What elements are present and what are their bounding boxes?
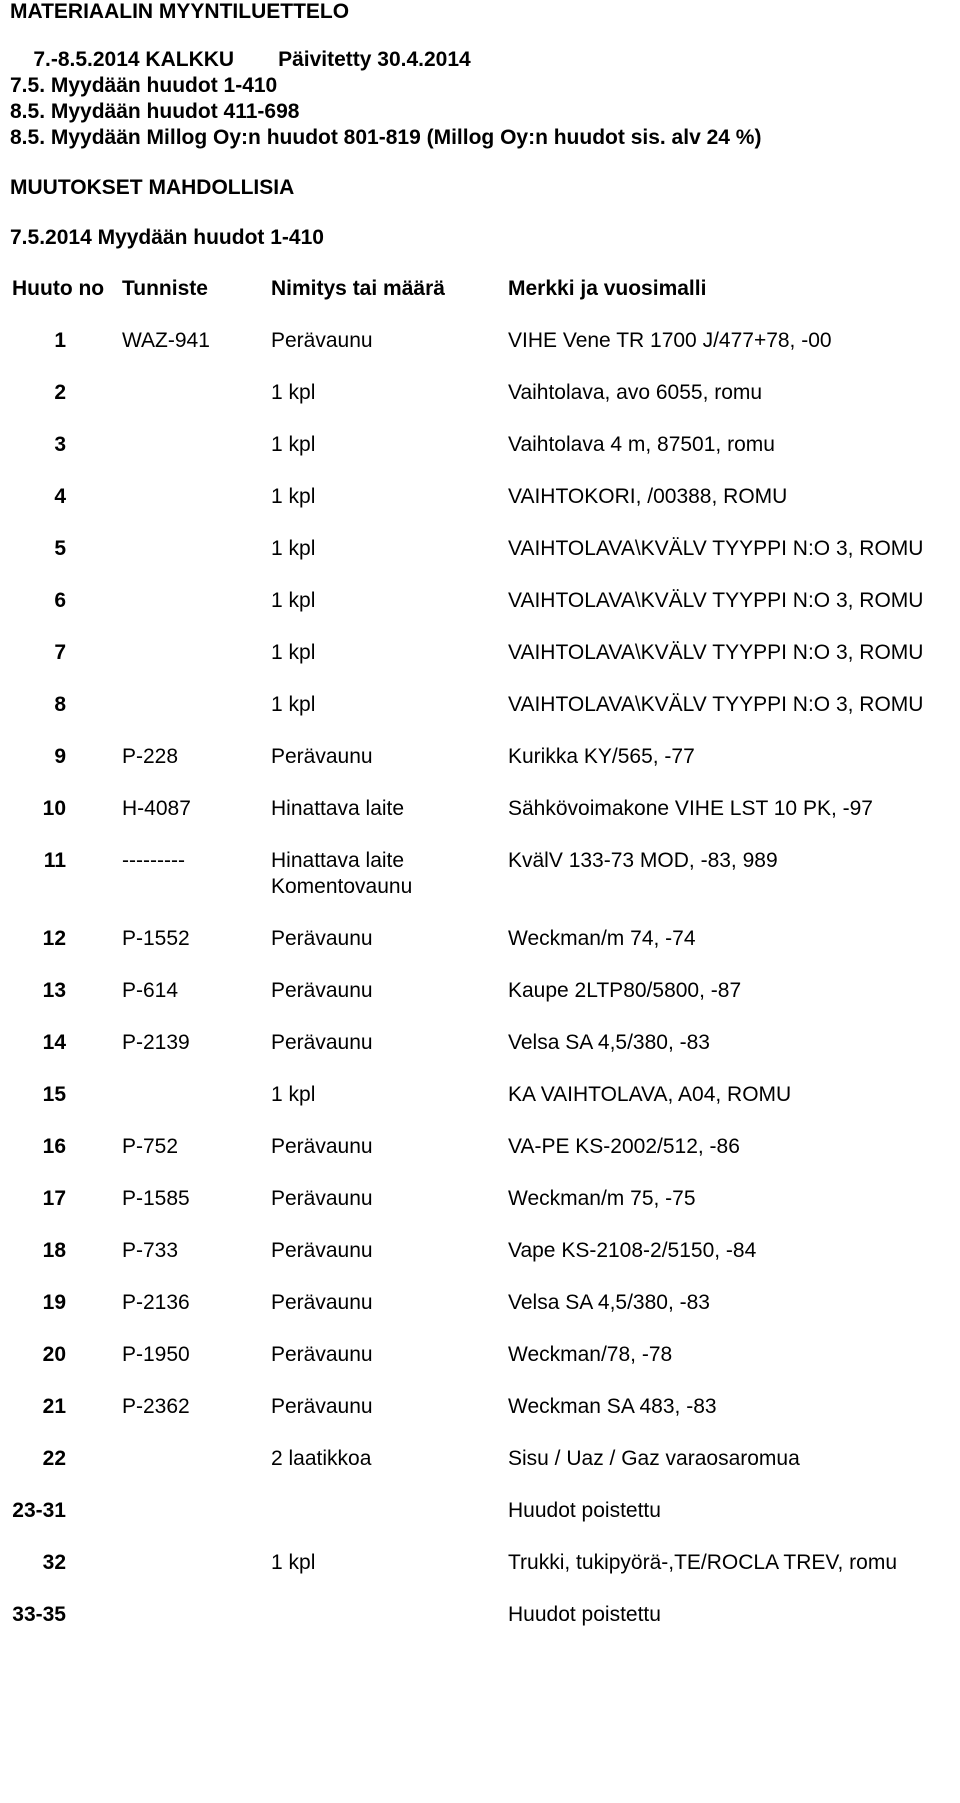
row-brand-model: Weckman SA 483, -83 [508,1395,717,1418]
row-brand-model: VA-PE KS-2002/512, -86 [508,1135,740,1158]
row-brand-model: VAIHTOKORI, /00388, ROMU [508,485,788,508]
row-number: 4 [54,485,66,508]
row-tag: P-2362 [122,1395,190,1418]
event-dates: 7.-8.5.2014 KALKKU [33,48,235,71]
row-number: 15 [42,1083,66,1106]
row-brand-model: VAIHTOLAVA\KVÄLV TYYPPI N:O 3, ROMU [508,641,924,664]
row-brand-model: Velsa SA 4,5/380, -83 [508,1031,710,1054]
row-number: 23-31 [12,1499,66,1522]
row-tag: P-733 [122,1239,179,1262]
row-item-name: Perävaunu [271,1239,373,1262]
row-brand-model: VAIHTOLAVA\KVÄLV TYYPPI N:O 3, ROMU [508,537,924,560]
row-number: 17 [42,1187,66,1210]
row-item-name: Perävaunu [271,927,373,950]
row-tag: H-4087 [122,797,191,820]
row-number: 5 [54,537,66,560]
row-number: 13 [42,979,66,1002]
row-brand-model: Weckman/78, -78 [508,1343,673,1366]
row-brand-model: VAIHTOLAVA\KVÄLV TYYPPI N:O 3, ROMU [508,589,924,612]
row-brand-model: Vaihtolava, avo 6055, romu [508,381,763,404]
row-item-name: 1 kpl [271,433,316,456]
row-item-name: Perävaunu [271,1343,373,1366]
row-item-name: Perävaunu [271,745,373,768]
schedule-line: 8.5. Myydään Millog Oy:n huudot 801-819 (Millog Oy:n huudot sis. alv 24 %) [10,126,762,149]
row-number: 12 [42,927,66,950]
row-item-name: Perävaunu [271,1395,373,1418]
row-number: 10 [42,797,66,820]
row-tag: P-228 [122,745,179,768]
row-brand-model: Vaihtolava 4 m, 87501, romu [508,433,775,456]
row-number: 21 [42,1395,66,1418]
row-number: 16 [42,1135,66,1158]
row-number: 33-35 [12,1603,66,1626]
row-tag: P-614 [122,979,179,1002]
row-tag: P-1585 [122,1187,190,1210]
row-item-name: 1 kpl [271,1083,316,1106]
row-item-name: 1 kpl [271,381,316,404]
row-item-name: Perävaunu [271,1291,373,1314]
column-header-tag: Tunniste [122,277,208,300]
changes-notice: MUUTOKSET MAHDOLLISIA [10,176,295,199]
column-header-brand: Merkki ja vuosimalli [508,277,707,300]
document-title: MATERIAALIN MYYNTILUETTELO [10,0,350,23]
schedule-line: 8.5. Myydään huudot 411-698 [10,100,300,123]
row-tag: P-1950 [122,1343,190,1366]
row-brand-model: Velsa SA 4,5/380, -83 [508,1291,710,1314]
row-item-name: Perävaunu [271,329,373,352]
row-brand-model: Huudot poistettu [508,1499,661,1522]
row-tag: P-752 [122,1135,179,1158]
row-tag: P-2136 [122,1291,190,1314]
row-brand-model: Sähkövoimakone VIHE LST 10 PK, -97 [508,797,873,820]
row-item-name: Hinattava laite Komentovaunu [271,849,413,898]
row-number: 14 [42,1031,66,1054]
row-tag: WAZ-941 [122,329,210,352]
updated-date: Päivitetty 30.4.2014 [278,48,471,71]
row-tag: P-1552 [122,927,190,950]
row-brand-model: Huudot poistettu [508,1603,661,1626]
row-brand-model: VAIHTOLAVA\KVÄLV TYYPPI N:O 3, ROMU [508,693,924,716]
row-number: 9 [54,745,66,768]
row-number: 1 [54,329,66,352]
row-item-name: 1 kpl [271,589,316,612]
row-number: 2 [54,381,66,404]
row-brand-model: Kaupe 2LTP80/5800, -87 [508,979,742,1002]
row-number: 20 [42,1343,66,1366]
row-number: 22 [42,1447,66,1470]
column-header-number: Huuto no [12,277,105,300]
row-brand-model: Weckman/m 74, -74 [508,927,696,950]
row-brand-model: Weckman/m 75, -75 [508,1187,696,1210]
row-item-name: 1 kpl [271,641,316,664]
row-number: 6 [54,589,66,612]
row-item-name: Perävaunu [271,1135,373,1158]
schedule-line: 7.5. Myydään huudot 1-410 [10,74,278,97]
row-item-name: 1 kpl [271,537,316,560]
column-header-name: Nimitys tai määrä [271,277,445,300]
row-brand-model: Trukki, tukipyörä-,TE/ROCLA TREV, romu [508,1551,898,1574]
row-item-name: 1 kpl [271,1551,316,1574]
row-item-name: 1 kpl [271,485,316,508]
row-item-name: Perävaunu [271,1187,373,1210]
row-number: 19 [42,1291,66,1314]
row-item-name: Perävaunu [271,979,373,1002]
row-number: 32 [42,1551,66,1574]
row-brand-model: KvälV 133-73 MOD, -83, 989 [508,849,778,872]
row-brand-model: Vape KS-2108-2/5150, -84 [508,1239,757,1262]
row-brand-model: Kurikka KY/565, -77 [508,745,695,768]
row-item-name: 1 kpl [271,693,316,716]
row-tag: --------- [122,849,185,872]
row-item-name: Perävaunu [271,1031,373,1054]
section-title: 7.5.2014 Myydään huudot 1-410 [10,226,324,249]
row-brand-model: KA VAIHTOLAVA, A04, ROMU [508,1083,792,1106]
row-number: 11 [43,849,66,872]
row-tag: P-2139 [122,1031,190,1054]
row-number: 7 [54,641,66,664]
row-item-name: Hinattava laite [271,797,405,820]
row-brand-model: VIHE Vene TR 1700 J/477+78, -00 [508,329,832,352]
row-item-name: 2 laatikkoa [271,1447,372,1470]
row-number: 8 [54,693,66,716]
row-brand-model: Sisu / Uaz / Gaz varaosaromua [508,1447,800,1470]
row-number: 18 [42,1239,66,1262]
row-number: 3 [54,433,66,456]
